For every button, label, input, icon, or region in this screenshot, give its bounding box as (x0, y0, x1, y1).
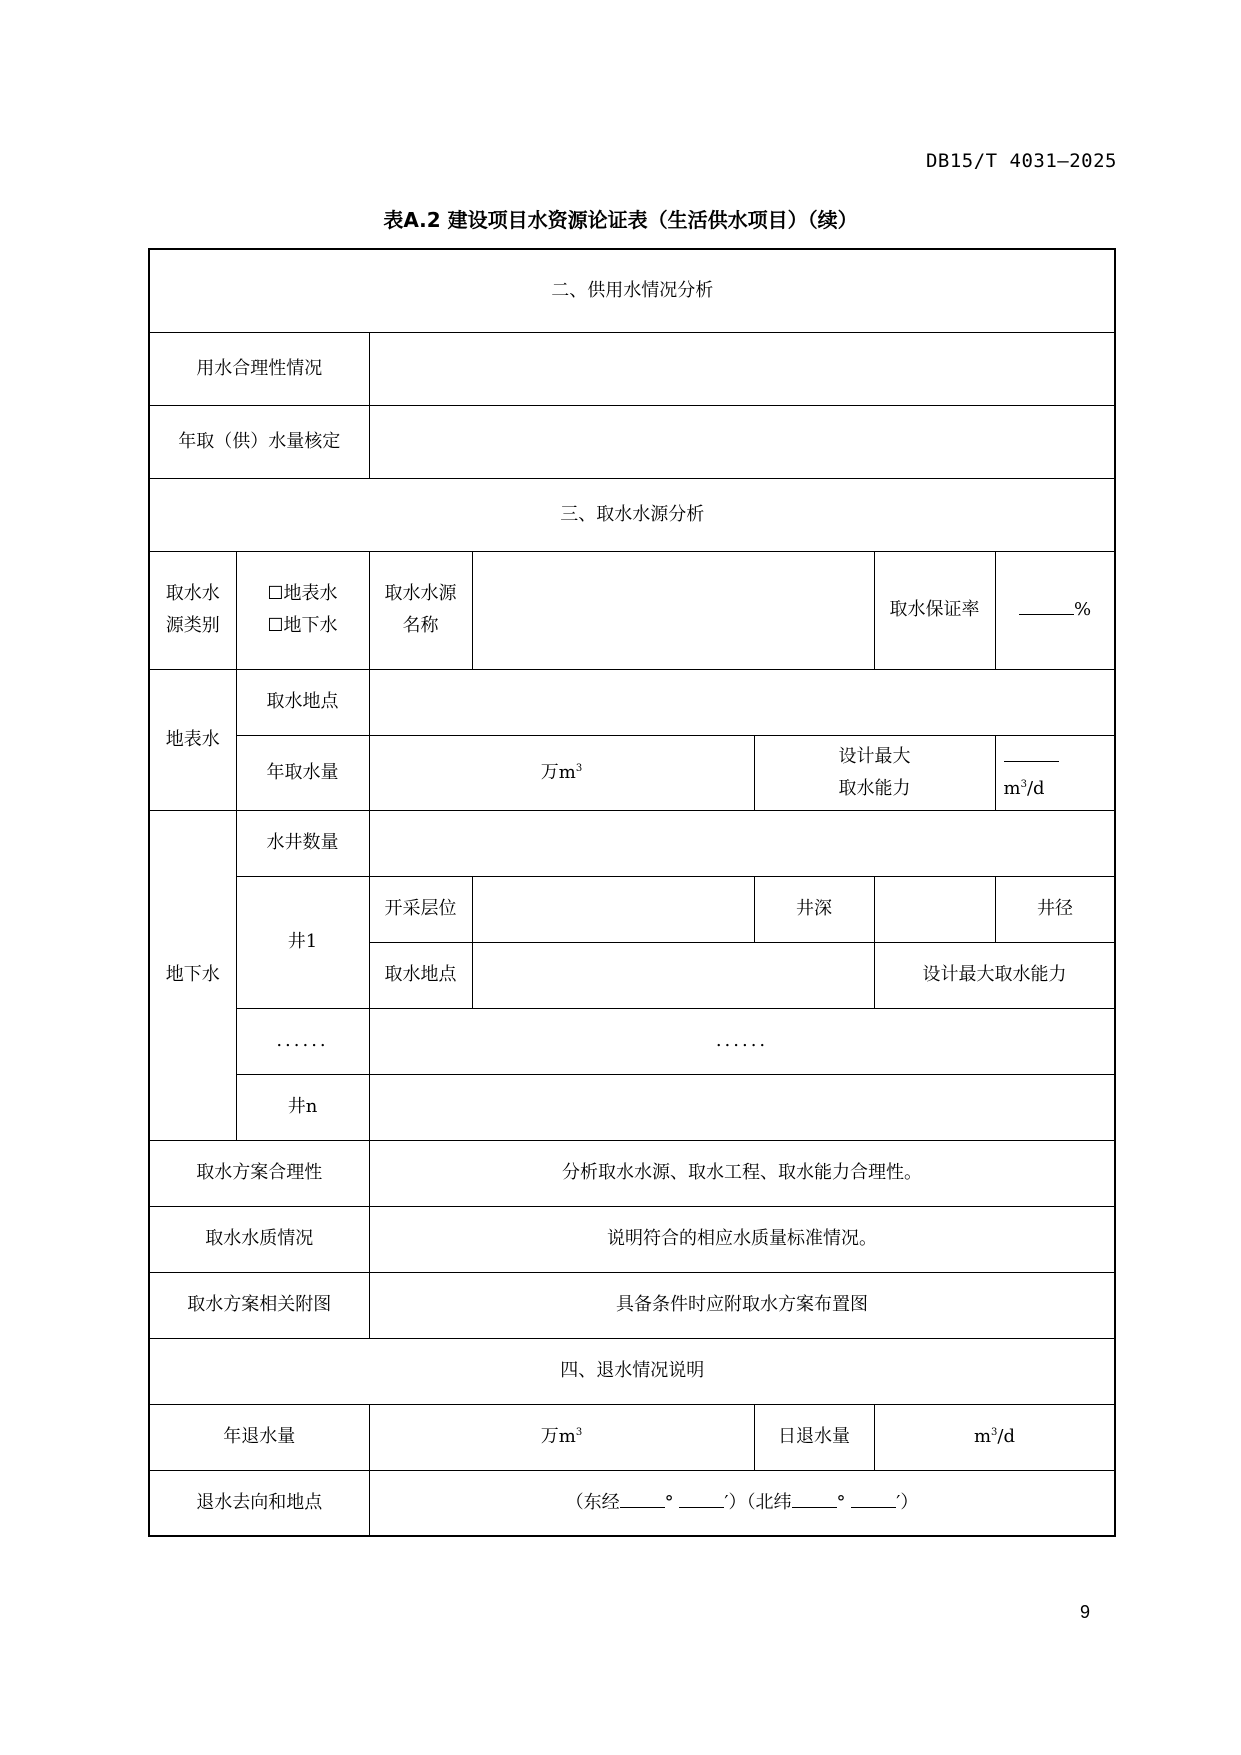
field-source-name[interactable] (472, 551, 874, 669)
label-scheme-figure: 取水方案相关附图 (149, 1272, 369, 1338)
label-annual-intake-check: 年取（供）水量核定 (149, 405, 369, 478)
label-scheme-rationality: 取水方案合理性 (149, 1140, 369, 1206)
section-heading-supply: 二、供用水情况分析 (149, 249, 1115, 332)
ellipsis-wells-label: ...... (236, 1008, 369, 1074)
label-well-design-max: 设计最大取水能力 (874, 942, 1115, 1008)
label-well-1: 井1 (236, 876, 369, 1008)
field-annual-intake-check[interactable] (369, 405, 1115, 478)
label-well-depth: 井深 (754, 876, 874, 942)
field-annual-drain[interactable]: 万$m^3$ (369, 1404, 754, 1470)
label-daily-drain: 日退水量 (754, 1404, 874, 1470)
field-well-count[interactable] (369, 810, 1115, 876)
checkbox-surface-water[interactable]: ☐地表水 (267, 583, 338, 604)
label-well-n: 井n (236, 1074, 369, 1140)
label-well-count: 水井数量 (236, 810, 369, 876)
label-water-quality: 取水水质情况 (149, 1206, 369, 1272)
field-scheme-rationality[interactable]: 分析取水水源、取水工程、取水能力合理性。 (369, 1140, 1115, 1206)
standard-code: DB15/T 4031—2025 (925, 150, 1117, 172)
ellipsis-wells-field: ...... (369, 1008, 1115, 1074)
checkbox-ground-water[interactable]: ☐地下水 (267, 615, 338, 636)
label-mining-layer: 开采层位 (369, 876, 472, 942)
label-source-name: 取水水源 名称 (369, 551, 472, 669)
label-well-diameter: 井径 (995, 876, 1115, 942)
field-daily-drain[interactable]: $m^3/d$ (874, 1404, 1115, 1470)
label-source-type: 取水水 源类别 (149, 551, 236, 669)
label-surface-water: 地表水 (149, 669, 236, 810)
table-title: 表A.2 建设项目水资源论证表（生活供水项目）（续） (383, 208, 858, 232)
field-water-quality[interactable]: 说明符合的相应水质量标准情况。 (369, 1206, 1115, 1272)
field-mining-layer[interactable] (472, 876, 754, 942)
label-well-location: 取水地点 (369, 942, 472, 1008)
page-number: 9 (1080, 1602, 1091, 1622)
field-water-use-rationality[interactable] (369, 332, 1115, 405)
field-guarantee-rate[interactable] (995, 551, 1115, 669)
field-surface-annual[interactable]: 万$m^3$ (369, 735, 754, 810)
percent-unit: % (1073, 599, 1092, 620)
label-surface-annual: 年取水量 (236, 735, 369, 810)
label-design-max-capacity: 设计最大 取水能力 (754, 735, 995, 810)
field-scheme-figure[interactable]: 具备条件时应附取水方案布置图 (369, 1272, 1115, 1338)
label-guarantee-rate: 取水保证率 (874, 551, 995, 669)
label-surface-location: 取水地点 (236, 669, 369, 735)
label-water-use-rationality: 用水合理性情况 (149, 332, 369, 405)
source-type-options[interactable] (236, 551, 369, 669)
field-design-max-capacity[interactable]: $m^3/d$ (995, 735, 1115, 810)
section-heading-drainage: 四、退水情况说明 (149, 1338, 1115, 1404)
label-drain-direction: 退水去向和地点 (149, 1470, 369, 1536)
section-heading-source: 三、取水水源分析 (149, 478, 1115, 551)
label-ground-water: 地下水 (149, 810, 236, 1140)
field-well-n[interactable] (369, 1074, 1115, 1140)
label-annual-drain: 年退水量 (149, 1404, 369, 1470)
field-well-location[interactable] (472, 942, 874, 1008)
water-resource-form (148, 248, 1116, 1537)
unit-wan-m3: 万m (540, 761, 576, 783)
field-drain-direction[interactable]: （东经 ° ′）（北纬 ° ′） (369, 1470, 1115, 1536)
field-surface-location[interactable] (369, 669, 1115, 735)
field-well-depth[interactable] (874, 876, 995, 942)
